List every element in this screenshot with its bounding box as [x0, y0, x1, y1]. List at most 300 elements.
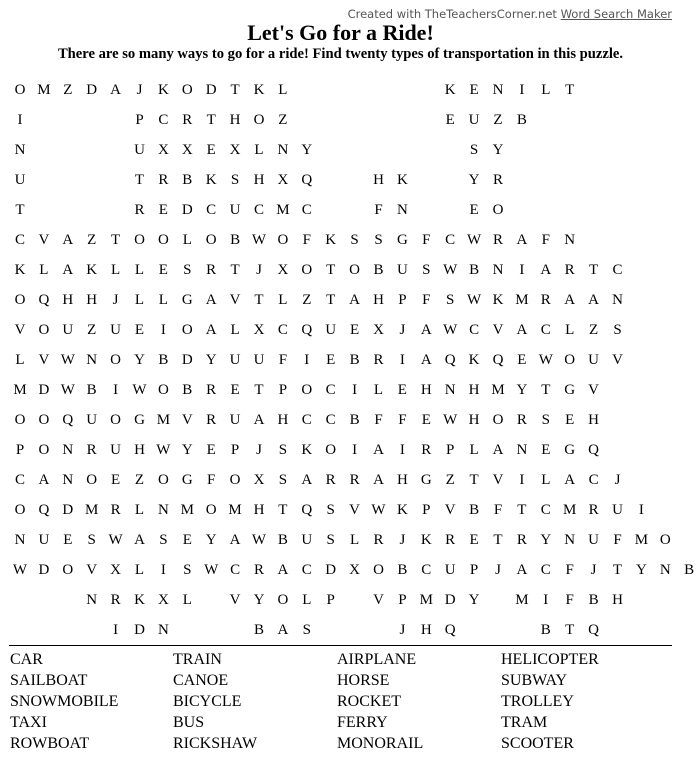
grid-letter: F — [374, 202, 383, 218]
grid-letter: F — [541, 232, 550, 248]
grid-letter: O — [301, 382, 313, 398]
grid-letter: T — [254, 292, 264, 308]
grid-letter: X — [277, 262, 289, 278]
grid-letter: M — [419, 592, 433, 608]
grid-letter: V — [181, 412, 193, 428]
grid-letter: S — [446, 292, 455, 308]
grid-letter: P — [398, 292, 407, 308]
grid-letter: I — [543, 592, 549, 608]
grid-letter: B — [540, 622, 551, 638]
grid-letter: N — [14, 142, 26, 158]
grid-letter: D — [181, 352, 193, 368]
grid-letter: M — [156, 412, 171, 428]
grid-letter: N — [157, 502, 169, 518]
grid-letter: V — [349, 502, 361, 518]
grid-letter: O — [14, 292, 26, 308]
grid-letter: G — [564, 382, 576, 398]
grid-letter: G — [181, 472, 193, 488]
grid-letter: R — [373, 352, 384, 368]
grid-letter: T — [111, 232, 121, 248]
grid-letter: V — [229, 292, 241, 308]
grid-letter: K — [396, 172, 408, 188]
grid-letter: R — [564, 262, 575, 278]
word-list-item: TAXI — [10, 714, 47, 731]
grid-letter: B — [349, 412, 360, 428]
word-list-item: AIRPLANE — [337, 651, 417, 668]
grid-letter: N — [62, 472, 74, 488]
grid-letter: R — [206, 262, 217, 278]
grid-letter: L — [373, 382, 384, 398]
grid-letter: F — [422, 292, 431, 308]
grid-letter: F — [278, 352, 288, 368]
grid-letter: O — [301, 262, 313, 278]
grid-letter: L — [134, 502, 145, 518]
credit-text: Created with TheTeachersCorner.net — [347, 7, 557, 21]
grid-letter: L — [302, 592, 312, 608]
grid-letter: I — [399, 442, 405, 458]
grid-letter: X — [157, 592, 169, 608]
grid-letter: X — [277, 172, 289, 188]
grid-letter: O — [253, 112, 265, 128]
grid-letter: U — [86, 412, 98, 428]
grid-letter: Q — [444, 622, 456, 638]
grid-letter: A — [516, 562, 528, 578]
grid-letter: R — [373, 532, 384, 548]
grid-letter: Y — [134, 352, 145, 368]
grid-letter: Q — [38, 292, 50, 308]
word-list-item: SCOOTER — [501, 735, 574, 752]
grid-letter: I — [113, 622, 119, 638]
grid-letter: E — [469, 82, 479, 98]
grid-letter: U — [229, 352, 241, 368]
grid-letter: J — [256, 262, 262, 278]
grid-letter: O — [62, 562, 74, 578]
grid-letter: G — [181, 292, 193, 308]
grid-letter: M — [37, 82, 51, 98]
grid-letter: A — [564, 472, 576, 488]
grid-letter: Z — [278, 112, 288, 128]
grid-letter: T — [230, 82, 240, 98]
grid-letter: Z — [87, 322, 97, 338]
grid-letter: O — [110, 412, 122, 428]
grid-letter: F — [207, 472, 216, 488]
grid-letter: N — [62, 442, 74, 458]
grid-letter: D — [134, 622, 145, 638]
grid-letter: D — [181, 202, 193, 218]
grid-letter: K — [134, 592, 145, 608]
grid-letter: D — [325, 562, 337, 578]
grid-letter: S — [326, 502, 335, 518]
grid-letter: P — [326, 592, 335, 608]
grid-letter: C — [158, 112, 169, 128]
grid-letter: C — [540, 562, 551, 578]
grid-letter: A — [420, 322, 432, 338]
word-search-maker-link[interactable]: Word Search Maker — [560, 7, 672, 21]
grid-letter: Y — [301, 142, 313, 158]
grid-letter: L — [134, 292, 145, 308]
grid-letter: N — [564, 532, 576, 548]
grid-letter: H — [612, 592, 623, 608]
grid-letter: J — [112, 292, 119, 308]
grid-letter: A — [110, 82, 122, 98]
grid-letter: V — [373, 592, 384, 608]
grid-letter: J — [590, 562, 597, 578]
grid-letter: W — [467, 292, 482, 308]
grid-letter: O — [134, 232, 145, 248]
grid-letter: C — [612, 262, 623, 278]
grid-letter: A — [38, 472, 50, 488]
grid-letter: H — [373, 292, 384, 308]
grid-letter: A — [516, 322, 528, 338]
grid-letter: A — [229, 532, 241, 548]
grid-letter: K — [301, 442, 313, 458]
grid-letter: H — [396, 472, 408, 488]
grid-letter: R — [110, 592, 121, 608]
grid-letter: P — [230, 442, 240, 458]
grid-letter: V — [86, 562, 98, 578]
grid-letter: X — [110, 562, 122, 578]
grid-letter: O — [14, 412, 26, 428]
grid-letter: V — [38, 352, 50, 368]
grid-letter: S — [469, 142, 479, 158]
grid-letter: K — [420, 532, 432, 548]
grid-letter: J — [399, 322, 406, 338]
grid-letter: R — [206, 382, 217, 398]
grid-letter: L — [134, 562, 145, 578]
grid-letter: K — [325, 232, 337, 248]
grid-letter: V — [588, 382, 600, 398]
grid-letter: U — [588, 532, 600, 548]
grid-letter: W — [60, 352, 75, 368]
grid-letter: M — [563, 502, 577, 518]
grid-letter: W — [467, 232, 482, 248]
grid-letter: E — [63, 532, 73, 548]
grid-letter: O — [157, 232, 169, 248]
grid-letter: R — [588, 502, 599, 518]
grid-letter: B — [397, 562, 408, 578]
grid-letter: H — [588, 412, 600, 428]
grid-letter: E — [158, 262, 168, 278]
grid-letter: M — [634, 532, 649, 548]
grid-letter: M — [85, 502, 99, 518]
grid-letter: X — [253, 472, 265, 488]
grid-letter: N — [492, 262, 504, 278]
grid-letter: A — [588, 292, 600, 308]
grid-letter: T — [254, 382, 264, 398]
grid-letter: U — [301, 532, 313, 548]
grid-letter: C — [253, 202, 264, 218]
grid-letter: Z — [87, 232, 97, 248]
grid-letter: O — [157, 382, 169, 398]
grid-letter: Y — [540, 532, 552, 548]
grid-letter: A — [134, 532, 145, 548]
grid-letter: O — [492, 412, 504, 428]
word-list-item: ROCKET — [337, 693, 401, 710]
grid-letter: G — [420, 472, 432, 488]
grid-letter: S — [278, 472, 288, 488]
grid-letter: S — [183, 562, 192, 578]
grid-letter: N — [86, 352, 98, 368]
grid-letter: C — [445, 232, 456, 248]
grid-letter: O — [205, 232, 217, 248]
grid-letter: E — [565, 412, 575, 428]
word-list-item: TRAIN — [173, 651, 222, 668]
grid-letter: R — [253, 562, 264, 578]
grid-letter: Y — [205, 352, 217, 368]
word-list-item: TROLLEY — [501, 693, 574, 710]
grid-letter: Q — [62, 412, 74, 428]
grid-letter: I — [519, 472, 525, 488]
grid-letter: U — [588, 352, 600, 368]
grid-letter: E — [517, 352, 527, 368]
grid-letter: R — [325, 472, 336, 488]
grid-letter: C — [325, 412, 336, 428]
grid-letter: W — [443, 322, 458, 338]
grid-letter: U — [110, 442, 122, 458]
grid-letter: W — [443, 262, 458, 278]
grid-letter: U — [253, 352, 265, 368]
grid-letter: F — [565, 562, 574, 578]
grid-letter: C — [540, 322, 551, 338]
grid-letter: L — [158, 292, 168, 308]
grid-letter: V — [444, 502, 456, 518]
grid-letter: E — [421, 412, 431, 428]
grid-letter: R — [540, 292, 551, 308]
grid-letter: K — [205, 172, 217, 188]
grid-letter: G — [134, 412, 145, 428]
grid-letter: B — [469, 262, 480, 278]
grid-letter: R — [206, 412, 217, 428]
grid-letter: T — [589, 262, 599, 278]
grid-letter: K — [157, 82, 169, 98]
grid-letter: A — [540, 262, 552, 278]
grid-letter: C — [277, 322, 288, 338]
grid-letter: E — [350, 322, 360, 338]
grid-letter: L — [230, 322, 240, 338]
grid-letter: H — [420, 622, 432, 638]
grid-letter: I — [352, 442, 358, 458]
grid-letter: W — [443, 412, 458, 428]
grid-letter: P — [15, 442, 25, 458]
grid-letter: S — [422, 262, 431, 278]
grid-letter: N — [492, 82, 504, 98]
grid-letter: P — [422, 502, 431, 518]
grid-letter: A — [253, 412, 265, 428]
grid-letter: Z — [302, 292, 312, 308]
grid-letter: B — [516, 112, 527, 128]
grid-letter: Z — [493, 112, 503, 128]
grid-letter: Y — [205, 532, 217, 548]
grid-letter: A — [516, 232, 528, 248]
grid-letter: T — [278, 502, 288, 518]
word-list — [10, 649, 670, 754]
word-list-item: TRAM — [501, 714, 548, 731]
grid-letter: I — [638, 502, 644, 518]
grid-letter: Z — [589, 322, 599, 338]
grid-letter: B — [469, 502, 480, 518]
grid-letter: L — [182, 592, 192, 608]
grid-letter: O — [564, 352, 576, 368]
grid-letter: F — [302, 232, 311, 248]
grid-letter: O — [38, 322, 50, 338]
grid-letter: U — [14, 172, 26, 188]
grid-letter: B — [253, 622, 264, 638]
grid-letter: D — [38, 562, 50, 578]
grid-letter: Q — [301, 322, 313, 338]
grid-letter: C — [540, 502, 551, 518]
grid-letter: I — [399, 352, 405, 368]
grid-letter: K — [396, 502, 408, 518]
grid-letter: K — [444, 82, 456, 98]
grid-letter: A — [564, 292, 576, 308]
grid-letter: R — [182, 112, 193, 128]
grid-letter: Q — [38, 502, 50, 518]
grid-letter: W — [251, 532, 267, 548]
grid-letter: U — [468, 112, 480, 128]
grid-letter: Q — [588, 622, 600, 638]
grid-letter: A — [349, 292, 361, 308]
grid-letter: F — [565, 592, 574, 608]
grid-letter: R — [492, 172, 503, 188]
grid-letter: D — [205, 82, 217, 98]
grid-letter: L — [15, 352, 25, 368]
grid-letter: O — [38, 442, 50, 458]
grid-letter: X — [181, 142, 193, 158]
grid-letter: L — [254, 142, 264, 158]
grid-letter: A — [373, 472, 384, 488]
grid-letter: Y — [181, 442, 193, 458]
grid-letter: B — [158, 352, 169, 368]
grid-letter: S — [302, 622, 311, 638]
grid-letter: H — [277, 412, 289, 428]
grid-letter: P — [135, 112, 144, 128]
grid-letter: N — [612, 292, 623, 308]
grid-letter: T — [134, 172, 145, 188]
puzzle-instructions: There are so many ways to go for a ride! Find twenty types of transportation in this puzzle. — [57, 46, 624, 62]
grid-letter: Y — [468, 172, 480, 188]
grid-letter: W — [371, 502, 386, 518]
grid-letter: M — [491, 382, 505, 398]
grid-letter: X — [349, 562, 361, 578]
grid-letter: S — [350, 232, 359, 248]
grid-letter: R — [134, 202, 145, 218]
grid-letter: E — [469, 202, 479, 218]
grid-letter: S — [87, 532, 96, 548]
word-list-item: CAR — [10, 651, 43, 668]
grid-letter: X — [373, 322, 384, 338]
word-list-item: SNOWMOBILE — [10, 693, 119, 710]
grid-letter: L — [111, 262, 121, 278]
grid-letter: C — [14, 472, 25, 488]
grid-letter: U — [229, 412, 241, 428]
grid-letter: E — [469, 532, 479, 548]
grid-letter: E — [134, 322, 145, 338]
grid-letter: T — [612, 562, 623, 578]
grid-letter: L — [134, 262, 145, 278]
grid-letter: X — [157, 142, 169, 158]
grid-letter: W — [251, 232, 267, 248]
grid-letter: N — [157, 622, 169, 638]
grid-letter: N — [659, 562, 671, 578]
grid-letter: S — [278, 442, 288, 458]
grid-letter: D — [444, 592, 456, 608]
grid-letter: A — [205, 322, 217, 338]
grid-letter: B — [588, 592, 599, 608]
grid-letter: I — [160, 322, 166, 338]
grid-letter: C — [14, 232, 25, 248]
grid-letter: M — [515, 592, 529, 608]
grid-letter: O — [181, 82, 193, 98]
word-list-item: SAILBOAT — [10, 672, 88, 689]
grid-letter: I — [519, 82, 525, 98]
grid-letter: T — [469, 472, 479, 488]
grid-letter: G — [396, 232, 408, 248]
grid-letter: E — [230, 382, 240, 398]
grid-letter: F — [493, 502, 503, 518]
grid-letter: J — [256, 442, 262, 458]
grid-letter: A — [205, 292, 217, 308]
grid-letter: C — [206, 202, 217, 218]
grid-letter: E — [206, 142, 216, 158]
grid-letter: O — [181, 322, 193, 338]
grid-letter: T — [230, 262, 240, 278]
grid-letter: X — [229, 142, 241, 158]
grid-letter: J — [136, 82, 143, 98]
grid-letter: K — [253, 82, 265, 98]
grid-letter: T — [326, 262, 336, 278]
grid-letter: U — [396, 262, 408, 278]
grid-letter: N — [444, 382, 456, 398]
grid-letter: A — [492, 442, 504, 458]
grid-letter: E — [397, 382, 407, 398]
grid-letter: P — [278, 382, 288, 398]
divider — [9, 645, 672, 646]
grid-letter: W — [204, 562, 219, 578]
grid-letter: F — [374, 412, 383, 428]
grid-letter: T — [541, 382, 551, 398]
grid-letter: C — [469, 322, 480, 338]
grid-letter: N — [86, 592, 98, 608]
grid-letter: Z — [445, 472, 455, 488]
grid-letter: G — [564, 442, 576, 458]
grid-letter: N — [516, 442, 528, 458]
grid-letter: R — [421, 442, 432, 458]
grid-letter: W — [108, 532, 123, 548]
grid-letter: T — [326, 292, 336, 308]
grid-letter: B — [182, 382, 193, 398]
grid-letter: J — [399, 622, 406, 638]
grid-letter: A — [373, 442, 384, 458]
grid-letter: K — [492, 292, 504, 308]
grid-letter: E — [206, 442, 216, 458]
grid-letter: V — [14, 322, 26, 338]
grid-letter: U — [612, 502, 623, 518]
grid-letter: H — [373, 172, 384, 188]
puzzle-title: Let's Go for a Ride! — [247, 20, 434, 45]
grid-letter: R — [445, 532, 456, 548]
grid-letter: C — [230, 562, 241, 578]
grid-letter: K — [86, 262, 98, 278]
grid-letter: H — [420, 382, 432, 398]
grid-letter: I — [17, 112, 23, 128]
grid-letter: O — [277, 232, 289, 248]
grid-letter: A — [301, 472, 313, 488]
grid-letter: T — [517, 502, 527, 518]
grid-letter: P — [469, 562, 479, 578]
grid-letter: M — [276, 202, 290, 218]
grid-letter: W — [60, 382, 75, 398]
grid-letter: U — [444, 562, 456, 578]
